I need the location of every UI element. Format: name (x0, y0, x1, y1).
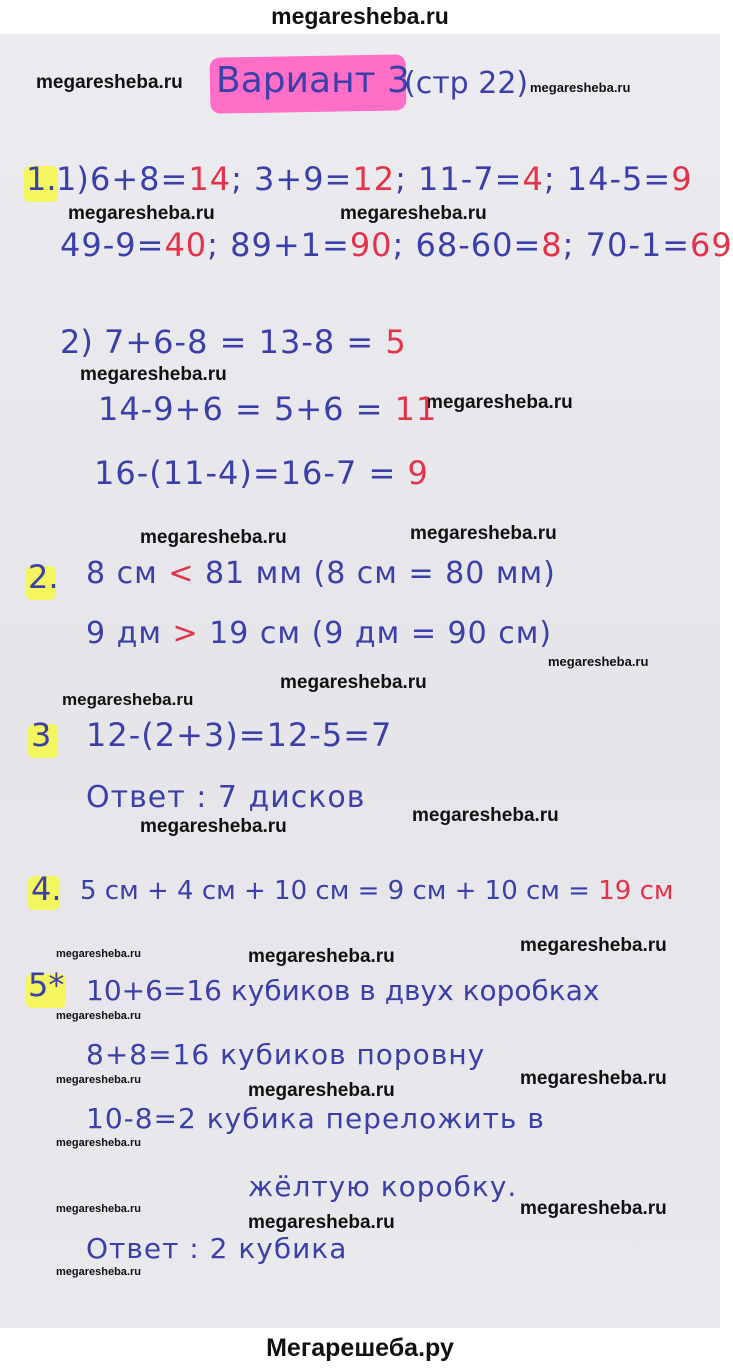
watermark: megaresheba.ru (520, 935, 667, 956)
watermark: megaresheba.ru (62, 690, 194, 709)
expression: 14-9+6 = 5+6 = (98, 390, 395, 428)
watermark: megaresheba.ru (412, 805, 559, 826)
answer: 19 см (598, 876, 674, 906)
task1-row1 (90, 160, 693, 198)
watermark: megaresheba.ru (280, 672, 427, 693)
task2-line2 (86, 616, 552, 651)
watermark: megaresheba.ru (56, 1266, 141, 1278)
equation: 89+1= (230, 226, 350, 264)
answer: 9 (671, 160, 693, 198)
task3-expression: 12-(2+3)=12-5=7 (86, 716, 393, 754)
task1-part2-line2 (98, 390, 437, 428)
task4-label: 4. (31, 870, 62, 908)
watermark: megaresheba.ru (56, 1010, 141, 1022)
top-site-banner: megaresheba.ru (0, 0, 720, 34)
watermark: megaresheba.ru (248, 946, 395, 967)
separator: ; (543, 160, 556, 198)
bottom-site-banner: Мегарешеба.ру (0, 1328, 720, 1369)
watermark: megaresheba.ru (56, 1074, 141, 1086)
watermark: megaresheba.ru (548, 654, 649, 669)
equation: 6+8= (90, 160, 189, 198)
watermark: megaresheba.ru (520, 1068, 667, 1089)
answer: 40 (164, 226, 208, 264)
page-reference: (стр 22) (404, 66, 529, 101)
answer: 90 (349, 226, 393, 264)
expression: 7+6-8 = 13-8 = (104, 323, 386, 361)
watermark: megaresheba.ru (140, 816, 287, 837)
watermark: megaresheba.ru (56, 1203, 141, 1215)
task5-answer: Ответ : 2 кубика (86, 1232, 348, 1265)
task1-label: 1. (26, 160, 57, 198)
task5-line1: 10+6=16 кубиков в двух коробках (86, 974, 600, 1007)
separator: ; (207, 226, 219, 264)
equation: 11-7= (418, 160, 523, 198)
task3-label: 3 (31, 716, 52, 754)
equation: 3+9= (254, 160, 353, 198)
answer: 8 (541, 226, 563, 264)
comparison-left: 8 см (86, 556, 169, 591)
watermark: megaresheba.ru (140, 527, 287, 548)
task1-row2 (60, 226, 733, 264)
watermark: megaresheba.ru (56, 1137, 141, 1149)
equation: 68-60= (415, 226, 542, 264)
separator: ; (562, 226, 575, 264)
watermark: megaresheba.ru (36, 72, 183, 93)
watermark: megaresheba.ru (530, 80, 631, 95)
answer: 4 (522, 160, 544, 198)
task1-part2-line3 (94, 454, 429, 492)
equation: 70-1= (585, 226, 691, 264)
answer: 11 (394, 390, 438, 428)
task5-line3: 10-8=2 кубика переложить в (86, 1102, 545, 1135)
task5-label: 5* (28, 966, 65, 1004)
answer: 5 (385, 323, 407, 361)
task5-line4: жёлтую коробку. (248, 1170, 518, 1203)
comparison-right: 19 см (9 дм = 90 см) (198, 616, 553, 651)
watermark: megaresheba.ru (248, 1212, 395, 1233)
watermark: megaresheba.ru (340, 203, 487, 224)
comparison-sign: < (168, 556, 195, 591)
answer: 69 (690, 226, 733, 264)
watermark: megaresheba.ru (426, 392, 573, 413)
separator: ; (395, 160, 407, 198)
watermark: megaresheba.ru (248, 1080, 395, 1101)
watermark: megaresheba.ru (80, 364, 227, 385)
task3-answer: Ответ : 7 дисков (86, 780, 366, 815)
comparison-left: 9 дм (86, 616, 173, 651)
answer: 14 (188, 160, 232, 198)
comparison-sign: > (172, 616, 199, 651)
expression: 5 см + 4 см + 10 см = 9 см + 10 см = (80, 876, 599, 906)
separator: ; (392, 226, 405, 264)
task5-line2: 8+8=16 кубиков поровну (86, 1038, 486, 1071)
task1-part2-line1 (104, 323, 407, 361)
watermark: megaresheba.ru (410, 523, 557, 544)
equation: 49-9= (60, 226, 165, 264)
watermark: megaresheba.ru (68, 203, 215, 224)
variant-title: Вариант 3 (216, 60, 410, 101)
watermark: megaresheba.ru (56, 948, 141, 960)
watermark: megaresheba.ru (520, 1198, 667, 1219)
task1-part2-label: 2) (60, 323, 93, 361)
task1-part1-label: 1) (56, 160, 89, 198)
separator: ; (231, 160, 243, 198)
task2-label: 2. (28, 558, 59, 596)
expression: 16-(11-4)=16-7 = (94, 454, 408, 492)
comparison-right: 81 мм (8 см = 80 мм) (194, 556, 556, 591)
task4-expression (80, 876, 674, 906)
answer: 9 (407, 454, 429, 492)
equation: 14-5= (566, 160, 672, 198)
task2-line1 (86, 556, 556, 591)
answer: 12 (352, 160, 396, 198)
